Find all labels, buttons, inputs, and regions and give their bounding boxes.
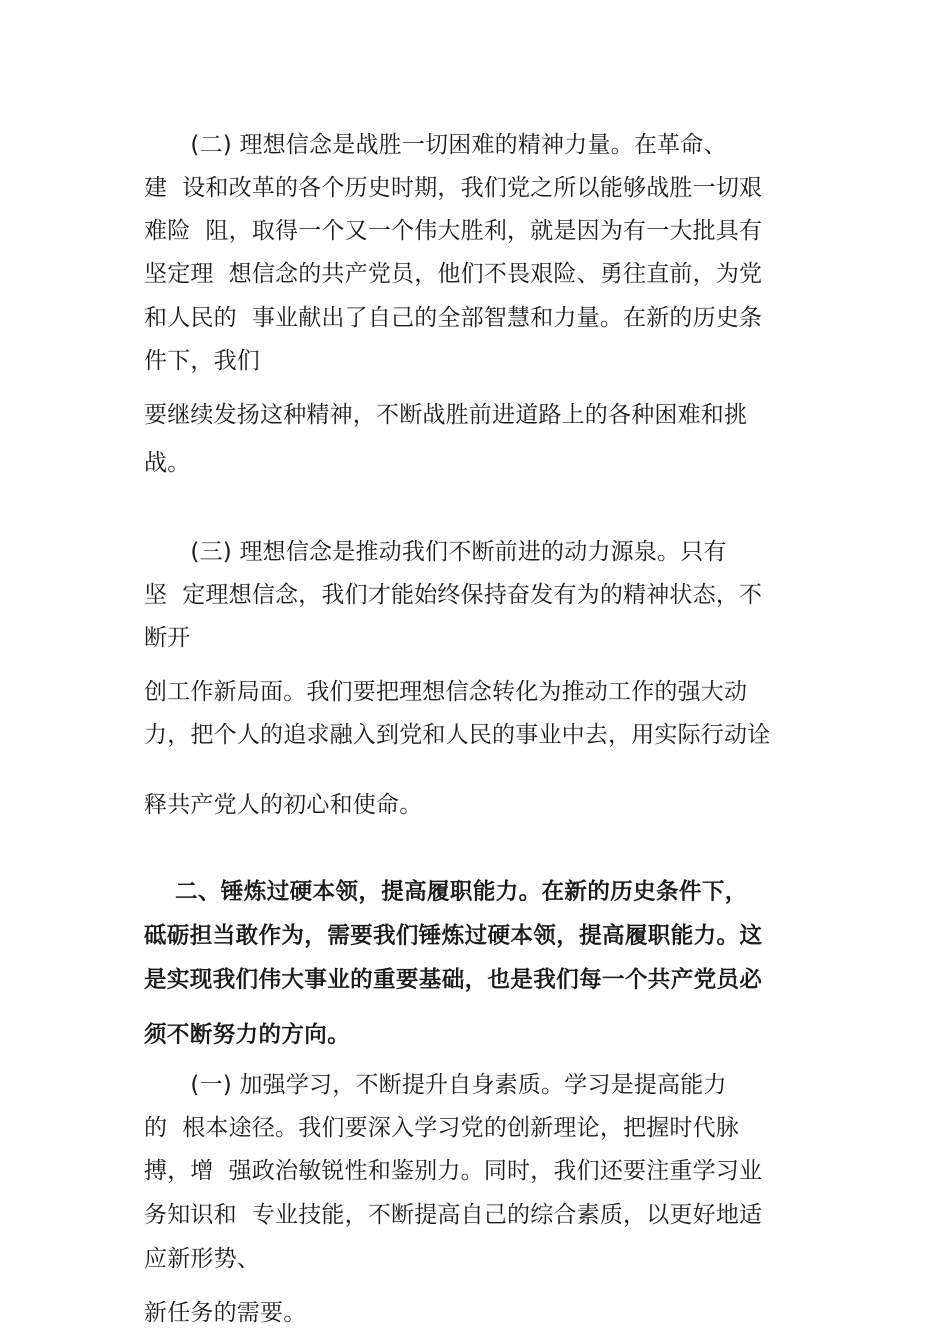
paragraph-2-2-line-8: 战。	[144, 450, 191, 476]
section-2-heading-line-3: 是实现我们伟大事业的重要基础，也是我们每一个共产党员必	[144, 967, 763, 993]
section-2-heading-line-4: 须不断努力的方向。	[144, 1022, 351, 1048]
paragraph-2-2-line-5: 和人民的 事业献出了自己的全部智慧和力量。在新的历史条	[144, 305, 763, 331]
paragraph-2-3-line-3: 断开	[144, 625, 191, 651]
paragraph-2-2-line-4: 坚定理 想信念的共产党员，他们不畏艰险、勇往直前，为党	[144, 261, 763, 287]
paragraph-2-3-line-6: 释共产党人的初心和使命。	[144, 792, 423, 818]
paragraph-2-3-line-5: 力，把个人的追求融入到党和人民的事业中去，用实际行动诠	[144, 722, 771, 748]
paragraph-2-3-line-2: 坚 定理想信念，我们才能始终保持奋发有为的精神状态，不	[144, 582, 763, 608]
paragraph-2-3-line-4: 创工作新局面。我们要把理想信念转化为推动工作的强大动	[144, 679, 748, 705]
paragraph-2-2-line-7: 要继续发扬这种精神，不断战胜前进道路上的各种困难和挑	[144, 402, 748, 428]
paragraph-2-1-line-4: 务知识和 专业技能，不断提高自己的综合素质，以更好地适	[144, 1202, 763, 1228]
paragraph-2-2-line-6: 件下，我们	[144, 348, 260, 374]
paragraph-2-2-line-2: 建 设和改革的各个历史时期，我们党之所以能够战胜一切艰	[144, 175, 763, 201]
section-2-heading-line-2: 砥砺担当敢作为，需要我们锤炼过硬本领，提高履职能力。这	[144, 923, 763, 949]
paragraph-2-1-line-3: 搏，增 强政治敏锐性和鉴别力。同时，我们还要注重学习业	[144, 1158, 763, 1184]
paragraph-2-1-line-6: 新任务的需要。	[144, 1300, 307, 1326]
paragraph-2-1-line-2: 的 根本途径。我们要深入学习党的创新理论，把握时代脉	[144, 1115, 740, 1141]
paragraph-2-2-line-3: 难险 阻，取得一个又一个伟大胜利，就是因为有一大批具有	[144, 218, 763, 244]
paragraph-2-1-line-5: 应新形势、	[144, 1246, 260, 1272]
paragraph-2-2-line-1: (二) 理想信念是战胜一切困难的精神力量。在革命、	[144, 132, 727, 158]
paragraph-2-1-line-1: (一) 加强学习，不断提升自身素质。学习是提高能力	[144, 1072, 727, 1098]
section-2-heading-line-1: 二、锤炼过硬本领，提高履职能力。在新的历史条件下，	[144, 879, 748, 905]
paragraph-2-3-line-1: (三) 理想信念是推动我们不断前进的动力源泉。只有	[144, 539, 727, 565]
